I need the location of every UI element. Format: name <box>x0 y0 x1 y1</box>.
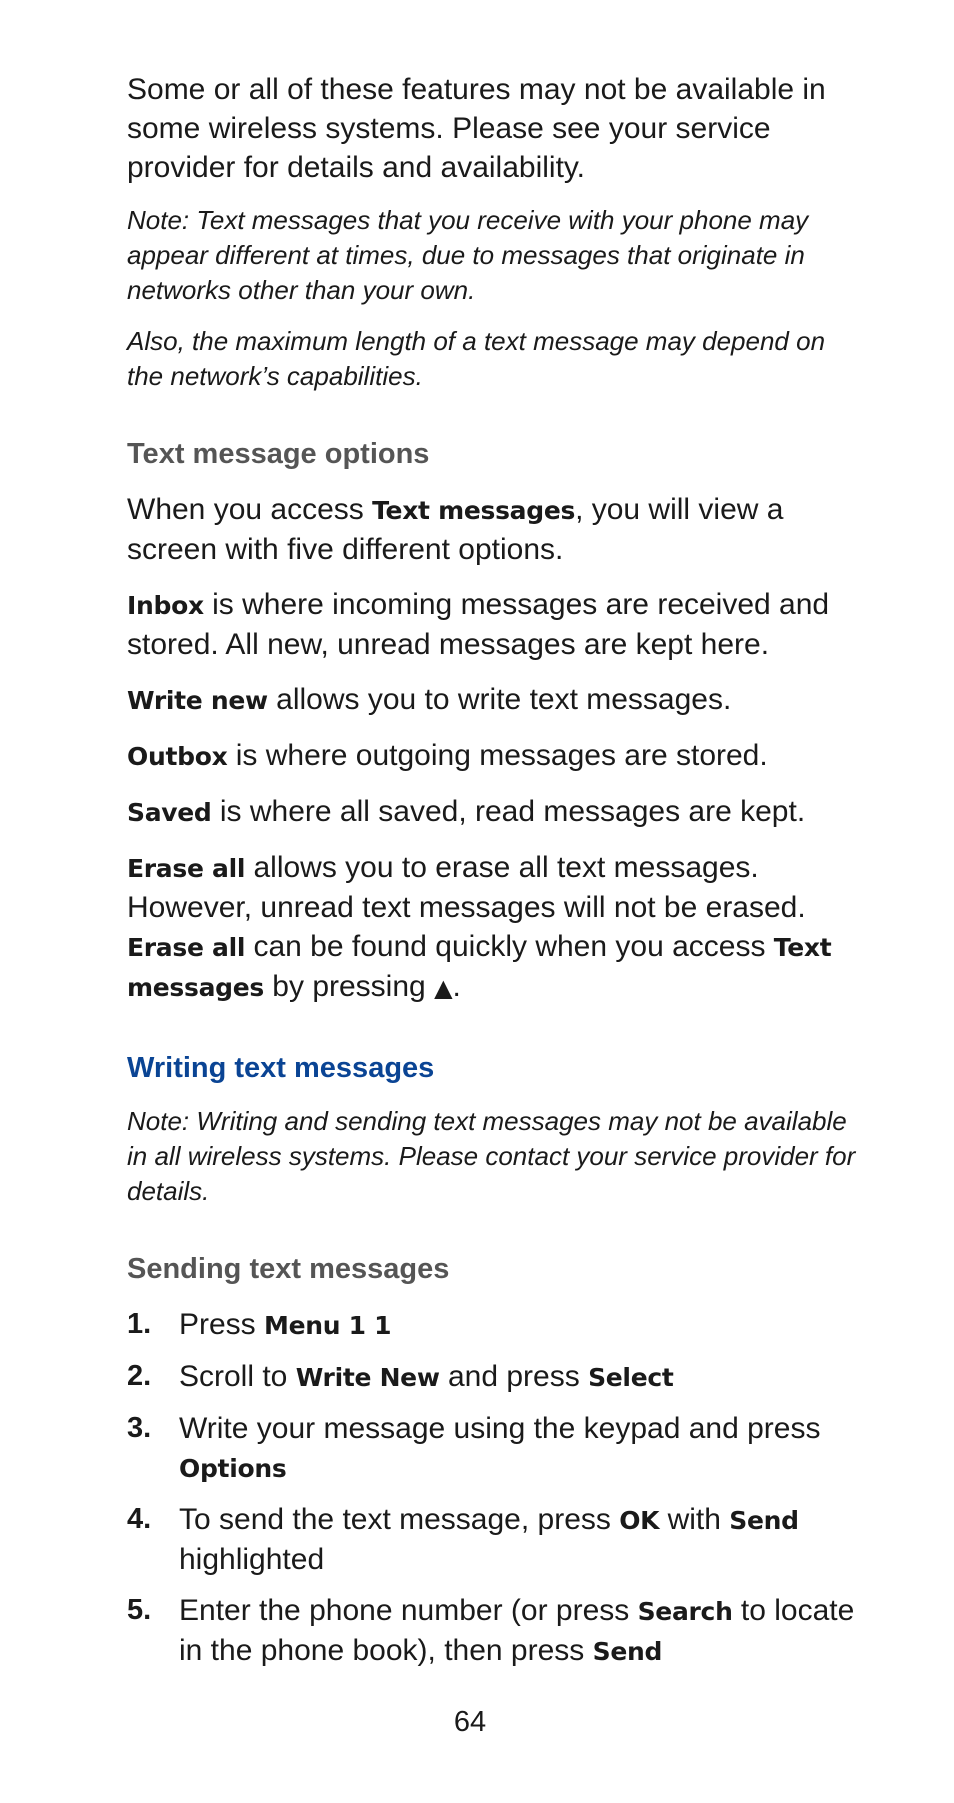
availability-paragraph: Some or all of these features may not be available in some wireless systems. Please see your service provider for details and availability. <box>127 73 826 184</box>
text-fragment: Press <box>179 1308 265 1341</box>
menu-term-erase-all: Erase all <box>127 854 246 883</box>
text-fragment: allows you to erase all text messages. However, unread text messages will not be erased. <box>127 851 806 924</box>
step-number: 5. <box>127 1594 152 1626</box>
menu-term-write-new: Write new <box>127 686 268 715</box>
step-number: 1. <box>127 1308 152 1340</box>
text-fragment: Write your message using the keypad and press <box>179 1412 821 1445</box>
key-term: Options <box>179 1454 287 1483</box>
step-item <box>127 1305 867 1345</box>
step-item <box>127 1591 867 1671</box>
heading-sending-text-messages: Sending text messages <box>127 1253 450 1285</box>
key-term: Menu 1 1 <box>264 1311 392 1340</box>
saved-paragraph <box>127 792 867 832</box>
key-term: Write New <box>295 1363 440 1392</box>
key-term: Send <box>592 1637 663 1666</box>
text-fragment: is where incoming messages are received and stored. All new, unread messages are kept here. <box>127 588 830 661</box>
menu-term-text-messages: Text messages <box>127 933 832 1002</box>
text-fragment: , you will view a screen with five different options. <box>127 493 784 566</box>
key-term: OK <box>619 1506 660 1535</box>
heading-writing-text-messages: Writing text messages <box>127 1052 435 1084</box>
text-fragment: To send the text message, press <box>179 1503 620 1536</box>
up-arrow-icon: ▲ <box>434 974 453 1002</box>
text-fragment: Scroll to <box>179 1360 296 1393</box>
key-term: Select <box>588 1363 674 1392</box>
step-number: 3. <box>127 1412 152 1444</box>
text-fragment: is where outgoing messages are stored. <box>227 739 768 772</box>
menu-term-erase-all: Erase all <box>127 933 246 962</box>
text-fragment: allows you to write text messages. <box>267 683 732 716</box>
text-fragment: Enter the phone number (or press <box>179 1594 638 1627</box>
text-fragment: When you access <box>127 493 373 526</box>
menu-term-saved: Saved <box>127 798 212 827</box>
key-term: Search <box>637 1597 733 1626</box>
text-fragment: to locate in the phone book), then press <box>179 1594 855 1667</box>
text-fragment: highlighted <box>179 1543 325 1576</box>
outbox-paragraph <box>127 736 867 776</box>
step-item <box>127 1500 867 1579</box>
erase-all-paragraph <box>127 848 867 1008</box>
text-fragment: . <box>452 970 461 1003</box>
heading-text-message-options: Text message options <box>127 438 430 470</box>
note-received-messages: Note: Text messages that you receive with your phone may appear different at times, due to messages that originate in networks other than your own. <box>127 205 809 305</box>
manual-page <box>127 70 867 1683</box>
text-fragment: and press <box>439 1360 589 1393</box>
page-number: 64 <box>453 1706 487 1738</box>
menu-term-inbox: Inbox <box>127 591 204 620</box>
key-term: Send <box>729 1506 799 1535</box>
step-item <box>127 1357 867 1397</box>
sending-steps-list <box>127 1305 867 1671</box>
text-fragment: by pressing <box>263 970 435 1003</box>
write-new-paragraph <box>127 680 867 720</box>
note-max-length: Also, the maximum length of a text message may depend on the network’s capabilities. <box>127 326 826 391</box>
text-fragment: can be found quickly when you access <box>245 930 774 963</box>
note-writing-availability: Note: Writing and sending text messages may not be available in all wireless systems. Please contact your service provider for details. <box>127 1106 856 1206</box>
menu-term-outbox: Outbox <box>127 742 228 771</box>
options-access-paragraph <box>127 490 867 569</box>
step-item <box>127 1409 867 1488</box>
inbox-paragraph <box>127 585 867 664</box>
text-fragment: is where all saved, read messages are kept. <box>211 795 806 828</box>
step-number: 4. <box>127 1503 152 1535</box>
step-number: 2. <box>127 1360 152 1392</box>
text-fragment: with <box>659 1503 730 1536</box>
menu-term-text-messages: Text messages <box>372 496 576 525</box>
